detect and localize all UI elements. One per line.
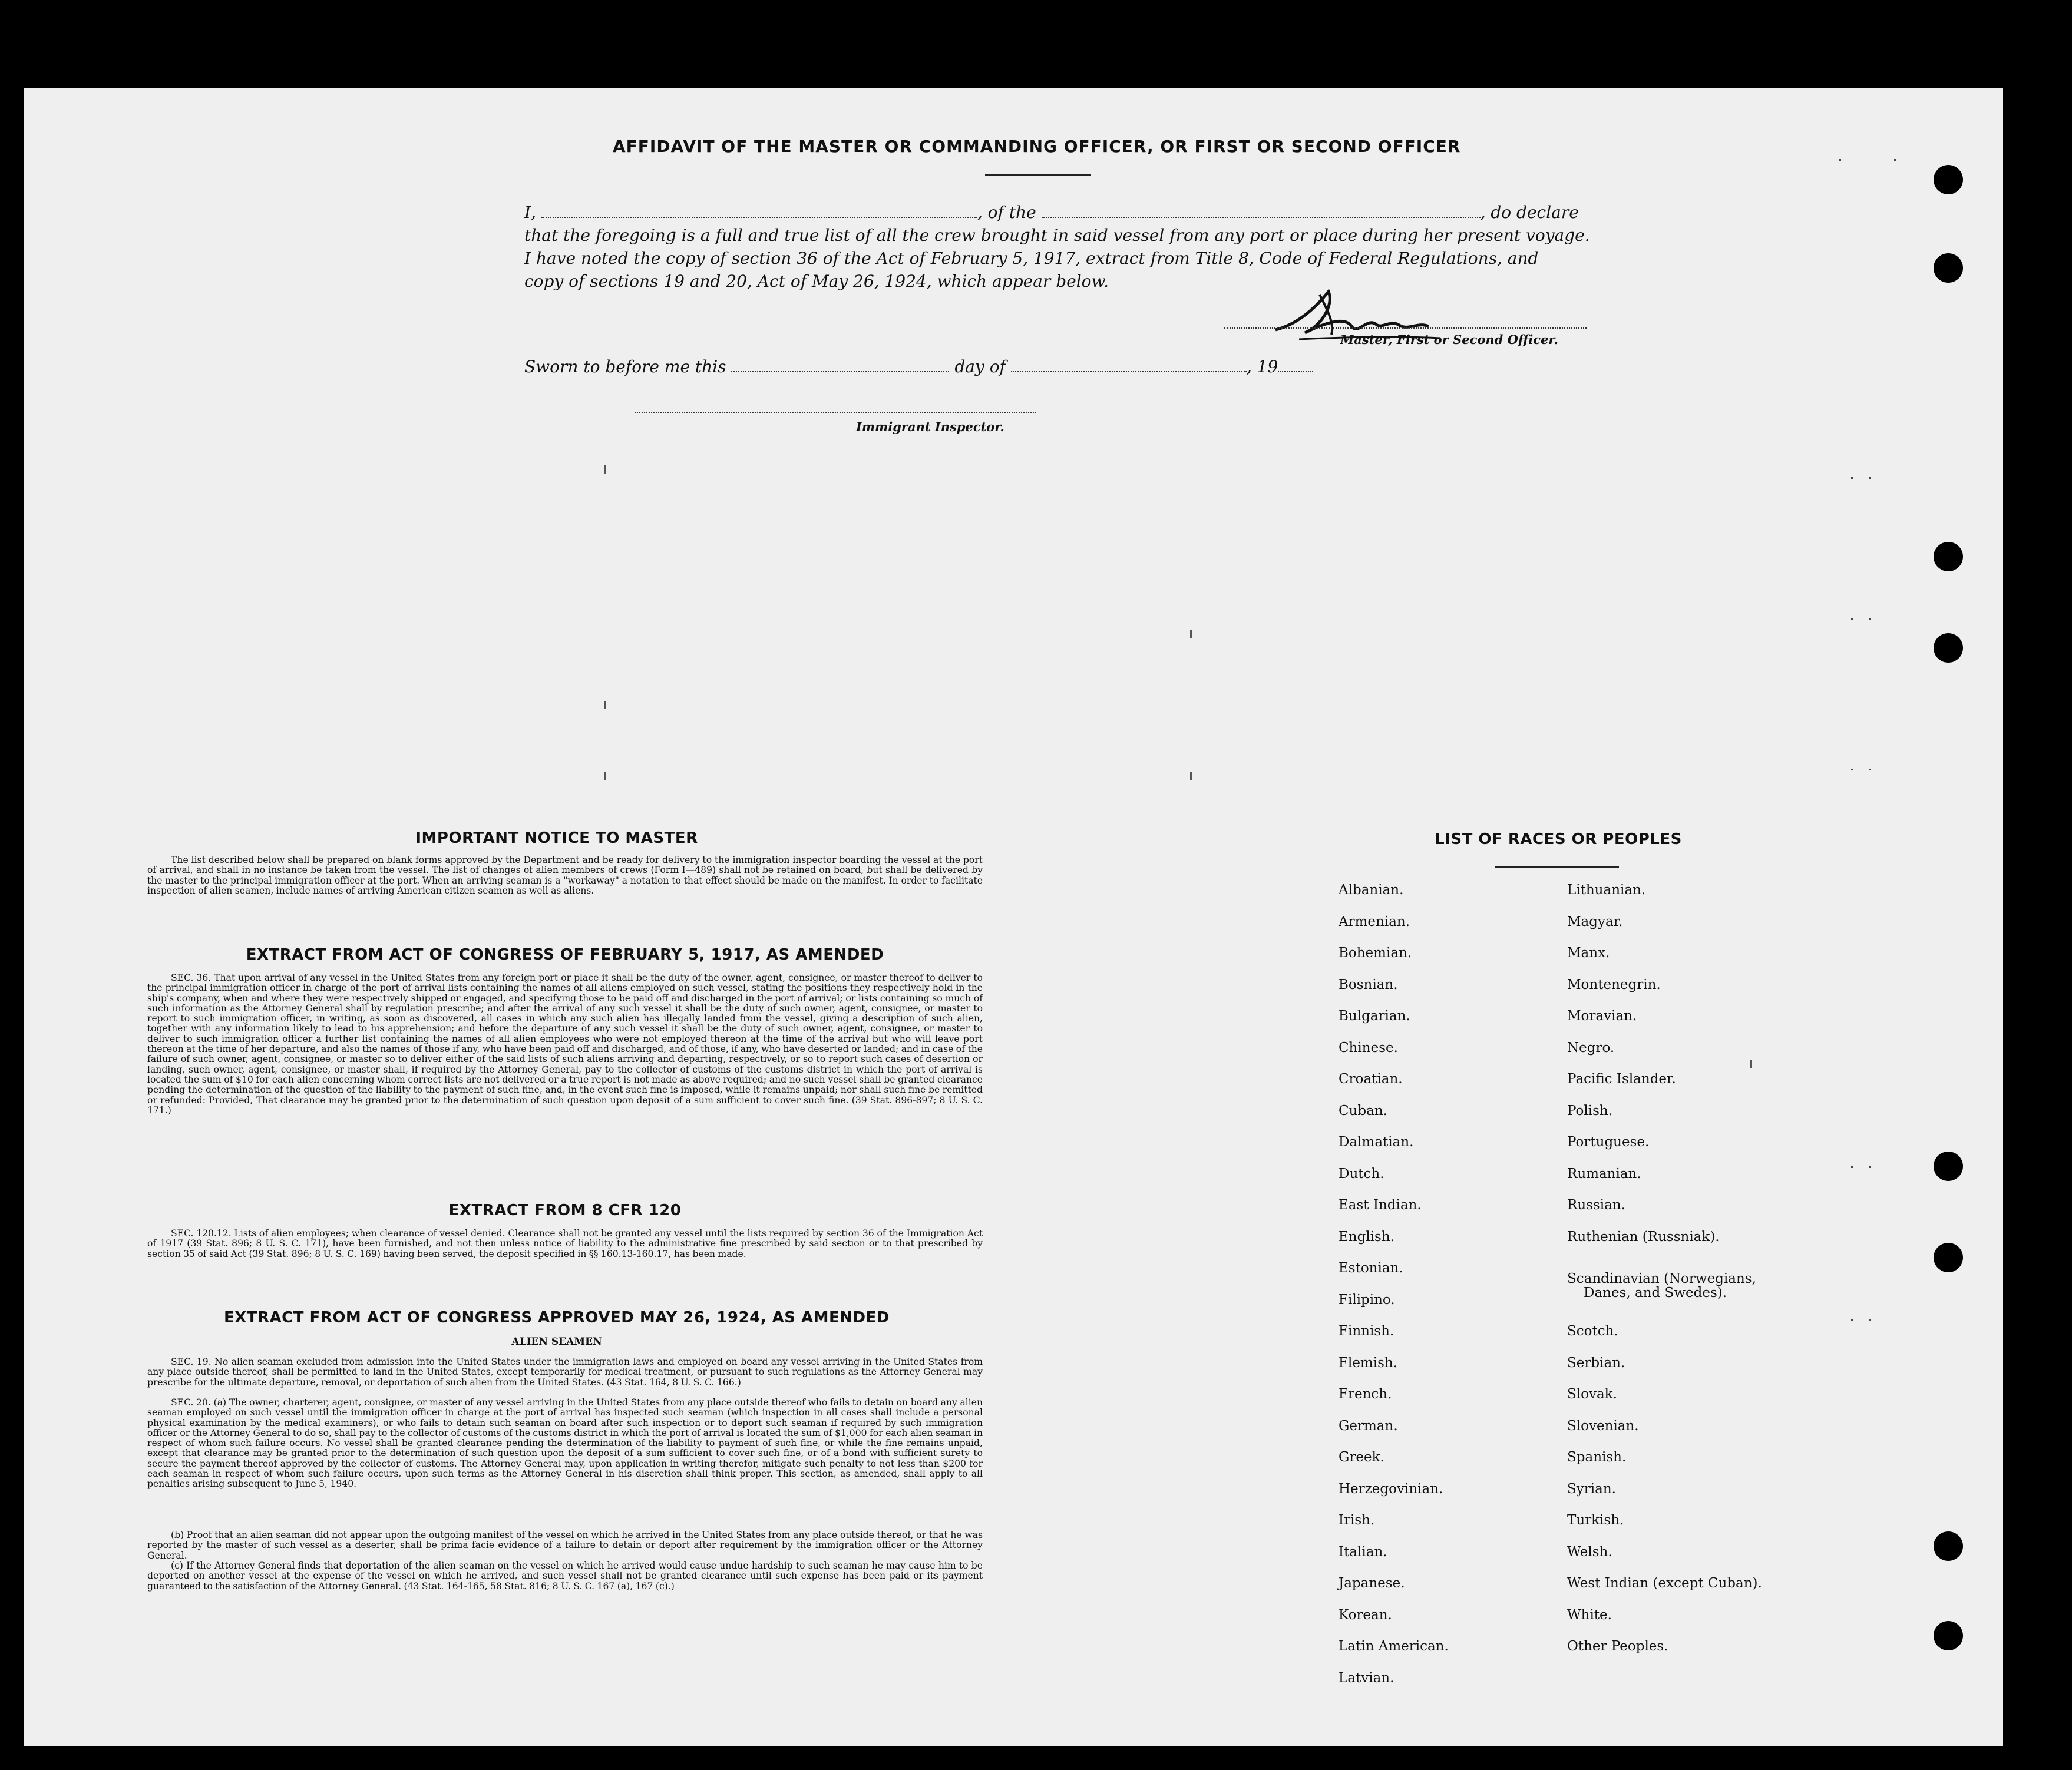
- title-rule: [985, 174, 1091, 176]
- list-item: Dutch.: [1339, 1166, 1384, 1182]
- declaration-line-4: copy of sections 19 and 20, Act of May 26, 1924, which appear below.: [524, 272, 1109, 291]
- list-item: Manx.: [1567, 945, 1610, 961]
- list-item: Portuguese.: [1567, 1134, 1650, 1150]
- extract-1924-sec19: SEC. 19. No alien seaman excluded from admission into the United States under the immigration laws and employed on board any vessel arriving in the United States from any place outside thereof, shall be permitted to land in the United States, except temporarily for medical treatment, or pursuant to such regulations as the Attorney General may prescribe for the ultimate departure, removal, or deportation of such alien from the United States. (43 Stat. 164, 8 U. S. C. 166.): [147, 1357, 983, 1388]
- list-item: Bosnian.: [1339, 977, 1398, 992]
- list-item: Pacific Islander.: [1567, 1071, 1676, 1087]
- list-item: Russian.: [1567, 1197, 1625, 1213]
- speck: [1851, 769, 1853, 770]
- tick-mark: [1750, 1060, 1752, 1068]
- binder-hole: [1934, 1621, 1963, 1650]
- list-item: Other Peoples.: [1567, 1639, 1668, 1654]
- list-item: Japanese.: [1339, 1576, 1405, 1591]
- speck: [1869, 477, 1871, 479]
- alien-seamen-subtitle: ALIEN SEAMEN: [511, 1336, 602, 1348]
- officer-name-field[interactable]: [541, 217, 977, 218]
- binder-hole: [1934, 633, 1963, 663]
- list-item: Greek.: [1339, 1450, 1384, 1465]
- extract-1924-title: EXTRACT FROM ACT OF CONGRESS APPROVED MAY 26, 1924, AS AMENDED: [224, 1309, 890, 1326]
- list-item: Syrian.: [1567, 1481, 1616, 1497]
- list-item: English.: [1339, 1229, 1394, 1245]
- notice-title: IMPORTANT NOTICE TO MASTER: [415, 829, 698, 847]
- list-item: Armenian.: [1339, 914, 1410, 929]
- binder-hole: [1934, 1152, 1963, 1181]
- list-item: Negro.: [1567, 1040, 1615, 1056]
- sworn-label: Sworn to before me this: [524, 357, 726, 376]
- list-item: Danes, and Swedes).: [1584, 1285, 1727, 1301]
- list-item: Polish.: [1567, 1103, 1613, 1119]
- binder-hole: [1934, 542, 1963, 571]
- extract-1917-title: EXTRACT FROM ACT OF CONGRESS OF FEBRUARY 5, 1917, AS AMENDED: [246, 946, 884, 964]
- month-field[interactable]: [1011, 371, 1247, 372]
- speck: [1851, 1319, 1853, 1321]
- speck: [1869, 769, 1871, 770]
- extract-1924-sec20b: (b) Proof that an alien seaman did not appear upon the outgoing manifest of the vessel on which he arrived in the United States from any place outside thereof, or that he was reported by the master of such vessel as a deserter, shall be prima facie evidence of a failure to detain or deport after requirement by the immigration officer or the Attorney General.: [147, 1530, 983, 1561]
- list-item: Flemish.: [1339, 1355, 1398, 1371]
- extract-cfr-text: SEC. 120.12. Lists of alien employees; when clearance of vessel denied. Clearance shall not be granted any vessel until the lists required by section 36 of the Immigration Act of 1917 (39 Stat. 896; 8 U. S. C. 171), have been furnished, and not then unless notice of liability to the administrative fine prescribed by said section or to that prescribed by section 35 of said Act (39 Stat. 896; 8 U. S. C. 169) having been served, the deposit specified in §§ 160.13-160.17, has been made.: [147, 1228, 983, 1259]
- list-item: Irish.: [1339, 1513, 1375, 1528]
- list-item: West Indian (except Cuban).: [1567, 1576, 1762, 1591]
- sworn-line: [524, 357, 1591, 376]
- binder-hole: [1934, 1243, 1963, 1272]
- list-item: French.: [1339, 1387, 1392, 1402]
- list-item: Scandinavian (Norwegians,: [1567, 1271, 1756, 1286]
- tick-mark: [1190, 772, 1192, 780]
- list-item: Welsh.: [1567, 1544, 1612, 1560]
- speck: [1894, 159, 1896, 161]
- list-item: Montenegrin.: [1567, 977, 1661, 992]
- list-item: Serbian.: [1567, 1355, 1625, 1371]
- speck: [1851, 1166, 1853, 1168]
- do-declare-label: , do declare: [1480, 203, 1579, 222]
- signature-field[interactable]: [1224, 327, 1587, 329]
- declaration-line-3: I have noted the copy of section 36 of the Act of February 5, 1917, extract from Title 8, Code of Federal Regulations, and: [524, 249, 1539, 268]
- speck: [1851, 618, 1853, 620]
- of-the-label: , of the: [977, 203, 1036, 222]
- list-item: Finnish.: [1339, 1324, 1394, 1339]
- declaration-line-2: that the foregoing is a full and true list of all the crew brought in said vessel from any port or place during her present voyage.: [524, 226, 1590, 245]
- speck: [1869, 618, 1871, 620]
- list-item: Moravian.: [1567, 1008, 1637, 1024]
- speck: [1869, 1319, 1871, 1321]
- form-page: [24, 88, 2003, 1746]
- list-item: Herzegovinian.: [1339, 1481, 1443, 1497]
- signature-caption: Master, First or Second Officer.: [1340, 332, 1558, 347]
- binder-hole: [1934, 1531, 1963, 1561]
- list-item: Ruthenian (Russniak).: [1567, 1229, 1720, 1245]
- tick-mark: [604, 465, 606, 474]
- inspector-caption: Immigrant Inspector.: [856, 419, 1004, 434]
- list-item: Korean.: [1339, 1607, 1392, 1623]
- list-item: Bohemian.: [1339, 945, 1412, 961]
- affidavit-title: AFFIDAVIT OF THE MASTER OR COMMANDING OFFICER, OR FIRST OR SECOND OFFICER: [613, 137, 1461, 156]
- extract-cfr-title: EXTRACT FROM 8 CFR 120: [448, 1202, 682, 1219]
- list-item: Lithuanian.: [1567, 882, 1646, 898]
- tick-mark: [604, 772, 606, 780]
- list-item: Albanian.: [1339, 882, 1404, 898]
- list-item: Spanish.: [1567, 1450, 1627, 1465]
- list-item: Dalmatian.: [1339, 1134, 1414, 1150]
- binder-hole: [1934, 165, 1963, 194]
- binder-hole: [1934, 253, 1963, 283]
- list-item: Croatian.: [1339, 1071, 1403, 1087]
- extract-1924-sec20c: (c) If the Attorney General finds that deportation of the alien seaman on the vessel on which he arrived would cause undue hardship to such seaman he may cause him to be deported on another vessel at the expense of the vessel on which he arrived, and such vessel shall not be granted clearance until such expense has been paid or its payment guaranteed to the satisfaction of the Attorney General. (43 Stat. 164-165, 58 Stat. 816; 8 U. S. C. 167 (a), 167 (c).): [147, 1560, 983, 1592]
- list-item: Turkish.: [1567, 1513, 1624, 1528]
- list-item: Scotch.: [1567, 1324, 1618, 1339]
- list-item: East Indian.: [1339, 1197, 1422, 1213]
- list-item: Italian.: [1339, 1544, 1387, 1560]
- inspector-signature-field[interactable]: [635, 412, 1036, 413]
- list-item: Chinese.: [1339, 1040, 1398, 1056]
- vessel-name-field[interactable]: [1042, 217, 1481, 218]
- list-item: Cuban.: [1339, 1103, 1387, 1119]
- day-field[interactable]: [731, 371, 949, 372]
- year-field[interactable]: [1278, 371, 1313, 372]
- declaration-line-1: [524, 203, 1591, 222]
- speck: [1839, 159, 1841, 161]
- list-item: Latin American.: [1339, 1639, 1449, 1654]
- i-label: I,: [524, 203, 536, 222]
- year-prefix-label: , 19: [1246, 357, 1278, 376]
- list-item: Magyar.: [1567, 914, 1623, 929]
- tick-mark: [604, 701, 606, 709]
- speck: [1869, 1166, 1871, 1168]
- extract-1924-sec20a: SEC. 20. (a) The owner, charterer, agent, consignee, or master of any vessel arriving in the United States from any place outside thereof who fails to detain on board any alien seaman employed on such vessel until the immigration officer in charge at the port of arrival has inspected such seaman (which inspection in all cases shall include a personal physical examination by the medical examiners), or who fails to detain such seaman on board after such inspection or to deport such seaman if required by such immigration officer or the Attorney General to do so, shall pay to the collector of customs of the customs district in which the port of arrival is located the sum of $1,000 for each alien seaman in respect of whom such failure occurs. No vessel shall be granted clearance pending the determination of the liability to payment of such fine, or while the fine remains unpaid, except that clearance may be granted prior to the determination of such question upon the deposit of a sum sufficient to cover such fine, or of a bond with sufficient surety to secure the payment thereof approved by the collector of customs. The Attorney General may, upon application in writing therefor, mitigate such penalty to not less than $200 for each seaman in respect of whom such failure occurs, upon such terms as the Attorney General in his discretion shall think proper. This section, as amended, shall apply to all penalties arising subsequent to June 5, 1940.: [147, 1397, 983, 1490]
- list-item: German.: [1339, 1418, 1398, 1434]
- speck: [1851, 477, 1853, 479]
- extract-1917-text: SEC. 36. That upon arrival of any vessel in the United States from any foreign port or place it shall be the duty of the owner, agent, consignee, or master thereof to deliver to the principal immigration officer in charge of the port of arrival lists containing the names of all aliens employed on such vessel, stating the positions they respectively hold in the ship's company, when and where they were respectively shipped or engaged, and specifying those to be paid off and discharged in the port of arrival; or lists containing so much of such information as the Attorney General shall by regulation prescribe; and after the arrival of any such vessel it shall be the duty of such owner, agent, consignee, or master to report to such immigration officer, in writing, as soon as discovered, all cases in which any such alien has illegally landed from the vessel, giving a description of such alien, together with any information likely to lead to his apprehension; and before the departure of any such vessel it shall be the duty of such owner, agent, consignee, or master to deliver to such immigration officer a further list containing the names of all alien employees who were not employed thereon at the time of the arrival but who will leave port thereon at the time of her departure, and also the names of those if any, who have been paid off and discharged, and of those, if any, who have deserted or landed; and in case of the failure of such owner, agent, consignee, or master so to deliver either of the said lists of such aliens arriving and departing, respectively, or so to report such cases of desertion or landing, such owner, agent, consignee, or master shall, if required by the Attorney General, pay to the collector of customs of the customs district in which the port of arrival is located the sum of $10 for each alien concerning whom correct lists are not delivered or a true report is not made as above required; and no such vessel shall be granted clearance pending the determination of the question of the liability to the payment of such fine, and, in the event such fine is imposed, while it remains unpaid; nor shall such fine be remitted or refunded: Provided, That clearance may be granted prior to the determination of such question upon deposit of a sum sufficient to cover such fine. (39 Stat. 896-897; 8 U. S. C. 171.): [147, 972, 983, 1116]
- list-item: Latvian.: [1339, 1670, 1394, 1686]
- list-item: Slovak.: [1567, 1387, 1617, 1402]
- list-item: Bulgarian.: [1339, 1008, 1410, 1024]
- list-item: Estonian.: [1339, 1260, 1403, 1276]
- list-item: Slovenian.: [1567, 1418, 1639, 1434]
- tick-mark: [1190, 630, 1192, 638]
- races-rule: [1495, 866, 1619, 868]
- list-item: White.: [1567, 1607, 1612, 1623]
- list-item: Filipino.: [1339, 1292, 1395, 1308]
- notice-text: The list described below shall be prepared on blank forms approved by the Department and be ready for delivery to the immigration inspector boarding the vessel at the port of arrival, and shall in no instance be taken from the vessel. The list of changes of alien members of crews (Form I—489) shall not be retained on board, but shall be delivered by the master to the principal immigration officer at the port. When an arriving seaman is a "workaway" a notation to that effect should be made on the manifest. In order to facilitate inspection of alien seamen, include names of arriving American citizen seamen as well as aliens.: [147, 855, 983, 896]
- races-title: LIST OF RACES OR PEOPLES: [1435, 831, 1682, 848]
- day-of-label: day of: [954, 357, 1006, 376]
- list-item: Rumanian.: [1567, 1166, 1641, 1182]
